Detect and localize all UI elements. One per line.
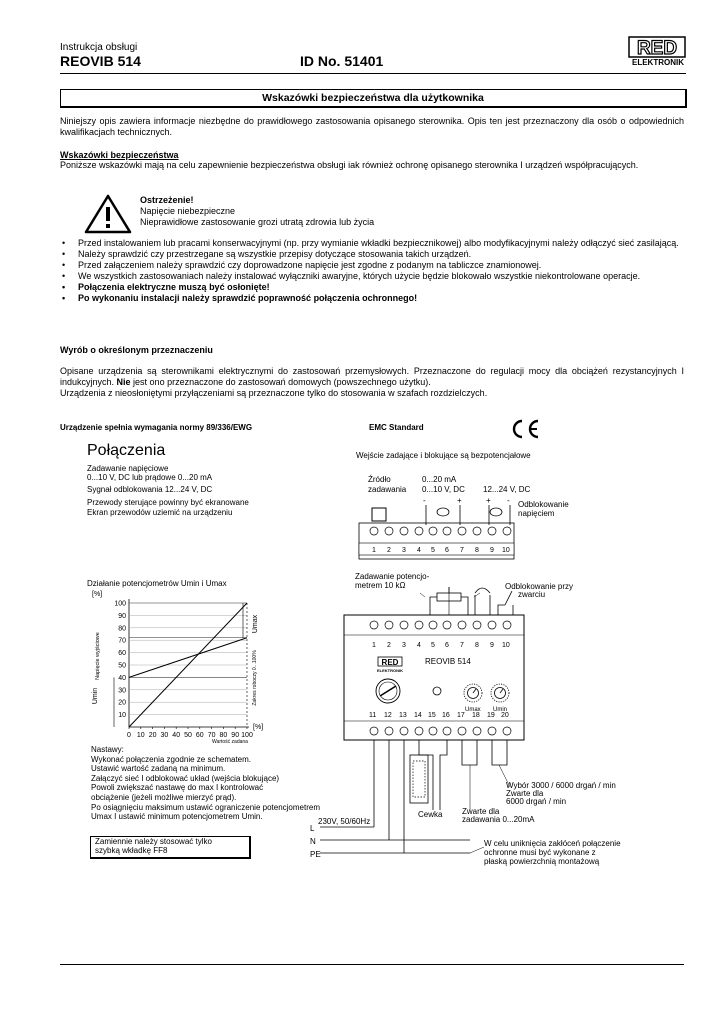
red-logo <box>628 36 688 68</box>
terminal-label: 8 <box>475 547 479 554</box>
y-tick-label: 80 <box>118 625 126 633</box>
purpose-text-2: Urządzenia z nieosłoniętymi przyłączeniami są przeznaczone tylko do stosowania w szafach rozdzielczych. <box>60 388 488 398</box>
terminal-label: 2 <box>387 547 391 554</box>
terminal-label: 13 <box>399 712 407 719</box>
x-tick-label: 20 <box>148 732 157 739</box>
terminal-label: 6 <box>445 642 449 649</box>
pot-label-1: Zadawanie potencjo- <box>355 572 430 581</box>
svg-text:RED: RED <box>636 38 678 58</box>
emc-standard: EMC Standard <box>369 423 424 432</box>
range-ma: 0...20 mA <box>422 475 457 484</box>
inputs-note: Wejście zadające i blokujące są bezpotencjałowe <box>356 451 531 460</box>
y-tick-label: 10 <box>118 712 126 720</box>
terminal-label: 3 <box>402 547 406 554</box>
polarity-plus-2: + <box>486 496 491 505</box>
section-title: Wskazówki bezpieczeństwa dla użytkownika <box>262 92 484 104</box>
block-label-2: napięciem <box>518 509 555 518</box>
setpoint-label: Zadawanie napięciowe <box>87 464 169 473</box>
terminal-label: 11 <box>369 712 377 719</box>
safety-text: Poniższe wskazówki mają na celu zapewnienie bezpieczeństwa obsługi iak również ochronę opisanego sterownika I urządzeń współpracujących. <box>60 160 639 170</box>
freq-label-3: 6000 drgań / min <box>506 797 567 806</box>
setpoint-range: 0...10 V, DC lub prądowe 0...20 mA <box>87 473 213 482</box>
y-tick-label: 30 <box>118 687 126 695</box>
terminal-label: 3 <box>402 642 406 649</box>
x-tick-label: 40 <box>172 732 181 739</box>
safety-bullet: • Przed instalowaniem lub pracami konserwacyjnymi (np. przy wymianie wkładki bezpiecznikowej) albo modyfikacyjnymi należy odłączyć sieć zasilającą. <box>60 238 684 249</box>
block-signal: Sygnał odblokowania 12...24 V, DC <box>87 485 213 494</box>
terminal-label: 7 <box>460 547 464 554</box>
step-line: Po osiągnięciu maksimum ustawić ograniczenie potencjometrem <box>91 802 320 812</box>
terminal-label: 8 <box>475 642 479 649</box>
connections-title: Połączenia <box>87 442 166 459</box>
device-logo-sub: ELEKTRONIK <box>377 668 403 673</box>
terminal-label: 15 <box>428 712 436 719</box>
range-v: 0...10 V, DC <box>422 485 465 494</box>
terminal-label: 1 <box>372 642 376 649</box>
line-l-label: L <box>310 824 315 833</box>
pe-note-2: ochronne musi być wykonane z <box>484 848 596 857</box>
x-unit: [%] <box>253 724 264 731</box>
line-pe-label: PE <box>310 850 321 859</box>
terminal-label: 17 <box>457 712 465 719</box>
short-label-2: zadawania 0...20mA <box>462 815 535 824</box>
x-tick-label: 10 <box>136 732 145 739</box>
step-line: Ustawić wartość zadaną na minimum. <box>91 764 226 774</box>
freq-label-2: Zwarte dla <box>506 789 544 798</box>
device-logo: RED <box>381 658 399 667</box>
footer-rule <box>60 964 684 965</box>
safety-bullet: • Przed załączeniem należy sprawdzić czy doprowadzone napięcie jest zgodne z podanym na tabliczce znamionowej. <box>60 260 684 271</box>
section-title-box <box>60 89 687 108</box>
terminal-label: 14 <box>414 712 422 719</box>
ce-mark-icon <box>507 418 541 445</box>
pe-note-1: W celu uniknięcia zakłóceń połączenie <box>484 839 621 848</box>
terminal-label: 2 <box>387 642 391 649</box>
polarity-plus-1: + <box>457 496 462 505</box>
logo-subtitle: ELEKTRONIK <box>632 58 684 67</box>
range-label: Zakres roboczy 0...100% <box>252 650 258 706</box>
contact-label-1: Odblokowanie przy <box>505 582 574 591</box>
terminal-label: 20 <box>501 712 509 719</box>
manual-subtitle: Instrukcja obsługi <box>60 42 138 53</box>
pot-label-2: metrem 10 kΩ <box>355 581 406 590</box>
purpose-text-1 <box>60 366 684 388</box>
short-label-1: Zwarte dla <box>462 807 500 816</box>
pe-note-3: płaską powierzchnią montażową <box>484 857 600 866</box>
y-tick-label: 60 <box>118 650 126 658</box>
step-line: obciążenie (jeżeli możliwe mierzyć prąd). <box>91 792 237 802</box>
x-tick-label: 30 <box>160 732 169 739</box>
range-block: 12...24 V, DC <box>483 485 531 494</box>
polarity-minus-1: - <box>423 496 426 505</box>
terminal-label: 19 <box>487 712 495 719</box>
series-line <box>129 638 247 678</box>
device-name: REOVIB 514 <box>425 657 471 666</box>
x-axis-label: Wartość zadana <box>212 739 248 745</box>
safety-bullet: • Połączenia elektryczne muszą być osłonięte! <box>60 282 684 293</box>
x-tick-label: 80 <box>219 732 228 739</box>
fuse-note-line-2: szybką wkładkę FF8 <box>95 846 168 855</box>
x-tick-label: 50 <box>184 732 192 739</box>
steps-block <box>91 745 320 822</box>
y-tick-label: 40 <box>118 674 126 682</box>
terminal-label: 6 <box>445 547 449 554</box>
warning-line-1: Napięcie niebezpieczne <box>140 206 236 216</box>
y-tick-label: 20 <box>118 699 126 707</box>
knob-umin-label: Umin <box>493 707 508 713</box>
safety-bullet: • Należy sprawdzić czy przestrzegane są wszystkie przepisy dotyczące stosowania takich urządzeń. <box>60 249 684 260</box>
terminal-label: 4 <box>417 547 421 554</box>
y-tick-label: 90 <box>118 612 126 620</box>
coil-icon <box>413 761 425 797</box>
id-number: ID No. 51401 <box>300 53 384 69</box>
block-label-1: Odblokowanie <box>518 500 569 509</box>
step-line: Załączyć sieć I odblokować układ (wejścia blokujące) <box>91 773 280 783</box>
contact-label-2: zwarciu <box>518 590 546 599</box>
terminal-label: 5 <box>431 642 435 649</box>
safety-bullet: • We wszystkich zastosowaniach należy instalować wyłączniki awaryjne, których użycie będzie blokowało wszystkie niekontrolowane operacje. <box>60 271 684 282</box>
red-logo-icon <box>628 36 686 58</box>
header-rule <box>60 73 686 74</box>
safety-bullet: • Po wykonaniu instalacji należy sprawdzić poprawność połączenia ochronnego! <box>60 293 684 304</box>
terminal-label: 18 <box>472 712 480 719</box>
purpose-heading: Wyrób o określonym przeznaczeniu <box>60 345 213 355</box>
warning-icon <box>84 194 132 234</box>
knob-umax-label: Umax <box>465 707 481 713</box>
steps-heading: Nastawy: <box>91 745 124 754</box>
fuse-note-line-1: Zamiennie należy stosować tylko <box>95 837 212 846</box>
terminal-label: 9 <box>490 547 494 554</box>
y-tick-label: 100 <box>114 600 126 608</box>
potentiometer-chart-svg <box>82 586 272 748</box>
x-tick-label: 100 <box>241 732 253 739</box>
y-tick-label: 70 <box>118 637 126 645</box>
fuse-note-box <box>90 836 251 859</box>
supply-label: 230V, 50/60Hz <box>318 817 371 826</box>
y-unit: [%] <box>92 591 103 598</box>
purpose-text-1a: Opisane urządzenia są sterownikami elektrycznymi do zastosowań przemysłowych. Przeznaczone do regulacji mocy dla obciążeń rezystancyjnych I indukcyjnych. <box>60 366 684 387</box>
safety-bullets <box>60 238 684 304</box>
x-tick-label: 90 <box>231 732 240 739</box>
terminal-label: 7 <box>460 642 464 649</box>
norm-text: Urządzenie spełnia wymagania normy 89/336/EWG <box>60 423 253 432</box>
terminal-label: 9 <box>490 642 494 649</box>
model-name: REOVIB 514 <box>60 53 141 69</box>
terminal-label: 10 <box>502 547 510 554</box>
intro-paragraph: Niniejszy opis zawiera informacje niezbędne do prawidłowego zastosowania opisanego sterownika. Opis ten jest przeznaczony dla osób o odpowiednich kwalifikacjach technicznych. <box>60 116 684 137</box>
x-tick-label: 60 <box>195 732 204 739</box>
terminal-label: 4 <box>417 642 421 649</box>
line-n-label: N <box>310 837 316 846</box>
coil-label: Cewka <box>418 810 443 819</box>
y-axis-label: Napięcie wyjściowe <box>95 632 101 680</box>
warning-line-2: Nieprawidłowe zastosowanie grozi utratą zdrowia lub życia <box>140 217 375 227</box>
step-line: Umax I ustawić minimum potencjometrem Umin. <box>91 812 263 822</box>
purpose-text-1b: jest ono przeznaczone do zastosowań domowych (powszechnego użytku). <box>130 377 431 387</box>
x-tick-label: 70 <box>207 732 216 739</box>
y-tick-label: 50 <box>118 662 126 670</box>
purpose-text-1-bold: Nie <box>116 377 131 387</box>
warning-title: Ostrzeżenie! <box>140 195 194 205</box>
step-line: Wykonać połączenia zgodnie ze schematem. <box>91 754 252 764</box>
terminal-label: 16 <box>442 712 450 719</box>
source-label-2: zadawania <box>368 485 407 494</box>
terminal-label: 1 <box>372 547 376 554</box>
led-indicator <box>433 687 441 695</box>
shield-note-1: Przewody sterujące powinny być ekranowane <box>87 498 249 507</box>
terminal-label: 5 <box>431 547 435 554</box>
umin-label: Umin <box>92 687 99 705</box>
polarity-minus-2: - <box>507 496 510 505</box>
source-label-1: Źródło <box>368 475 391 484</box>
safety-heading: Wskazówki bezpieczeństwa <box>60 150 179 160</box>
step-line: Powoli zwiększać nastawę do max I kontrolować <box>91 783 264 793</box>
chart-title: Działanie potencjometrów Umin i Umax <box>87 579 227 588</box>
wiring-diagram <box>300 465 630 885</box>
x-tick-label: 0 <box>127 732 131 739</box>
terminal-label: 10 <box>502 642 510 649</box>
umax-label: Umax <box>252 614 259 634</box>
terminal-label: 12 <box>384 712 392 719</box>
header <box>60 38 686 72</box>
shield-note-2: Ekran przewodów uziemić na urządzeniu <box>87 508 233 517</box>
terminal-row-top <box>370 527 511 535</box>
potentiometer-chart <box>82 586 272 748</box>
freq-label-1: Wybór 3000 / 6000 drgań / min <box>506 781 616 790</box>
